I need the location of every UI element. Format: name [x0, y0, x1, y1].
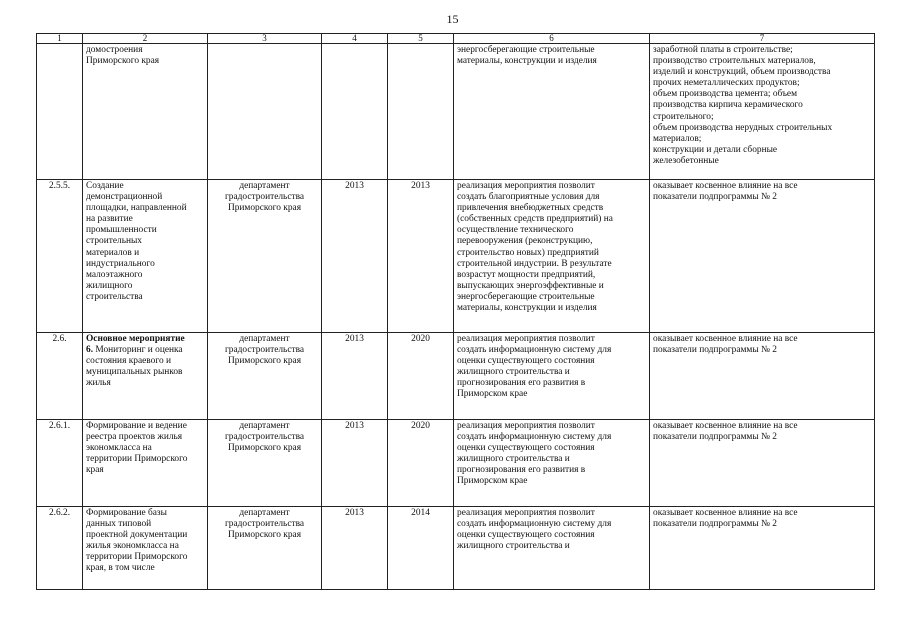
expected-result: реализация мероприятия позволит создать информационную систему для оценки существующего состояния жилищного строительства и прогнозирования его развития в Приморском крае	[454, 420, 650, 507]
start-year: 2013	[322, 180, 388, 333]
activity-name: Мониторинг и оценка состояния краевого и муниципальных рынков жилья	[86, 345, 183, 389]
activity-name: Формирование базы данных типовой проектной документации жилья экономкласса на территории Приморского края, в том числе	[83, 507, 208, 590]
column-number: 5	[388, 34, 454, 44]
table-row	[37, 333, 875, 420]
end-year	[388, 44, 454, 180]
expected-result: энергосберегающие строительные материалы, конструкции и изделия	[454, 44, 650, 180]
activity-name: Создание демонстрационной площадки, направленной на развитие промышленности строительных материалов и индустриального малоэтажного жилищного строительства	[83, 180, 208, 333]
end-year: 2013	[388, 180, 454, 333]
activity-name: домостроения Приморского края	[83, 44, 208, 180]
row-number: 2.5.5.	[37, 180, 83, 333]
end-year: 2020	[388, 333, 454, 420]
column-number: 2	[83, 34, 208, 44]
executor: департамент градостроительства Приморского края	[208, 180, 322, 333]
start-year: 2013	[322, 420, 388, 507]
column-number-header-row	[37, 34, 875, 44]
related-indicators: оказывает косвенное влияние на все показатели подпрограммы № 2	[650, 420, 875, 507]
expected-result: реализация мероприятия позволит создать информационную систему для оценки существующего состояния жилищного строительства и	[454, 507, 650, 590]
table-row	[37, 180, 875, 333]
table-row	[37, 420, 875, 507]
executor	[208, 44, 322, 180]
column-number: 7	[650, 34, 875, 44]
activity-name: Формирование и ведение реестра проектов жилья экономкласса на территории Приморского края	[83, 420, 208, 507]
row-number: 2.6.	[37, 333, 83, 420]
column-number: 6	[454, 34, 650, 44]
related-indicators: заработной платы в строительстве; производство строительных материалов, изделий и конструкций, объем производства прочих неметаллических продуктов; объем производства цемента; объем производства кирпича керамического строительного; объем производства нерудных строительных материалов; конструкции и детали сборные железобетонные	[650, 44, 875, 180]
column-number: 3	[208, 34, 322, 44]
expected-result: реализация мероприятия позволит создать информационную систему для оценки существующего состояния жилищного строительства и прогнозирования его развития в Приморском крае	[454, 333, 650, 420]
end-year: 2014	[388, 507, 454, 590]
page-number: 15	[446, 12, 459, 26]
column-number: 4	[322, 34, 388, 44]
start-year: 2013	[322, 507, 388, 590]
related-indicators: оказывает косвенное влияние на все показатели подпрограммы № 2	[650, 333, 875, 420]
activity-name-cell	[83, 333, 208, 420]
row-number: 2.6.2.	[37, 507, 83, 590]
executor: департамент градостроительства Приморского края	[208, 333, 322, 420]
expected-result: реализация мероприятия позволит создать благоприятные условия для привлечения внебюджетных средств (собственных средств предприятий) на осуществление технического перевооружения (реконструкцию, строительство новых) предприятий строительной индустрии. В результате возрастут мощности предприятий, выпускающих энергоэффективные и энергосберегающие строительные материалы, конструкции и изделия	[454, 180, 650, 333]
start-year: 2013	[322, 333, 388, 420]
executor: департамент градостроительства Приморского края	[208, 420, 322, 507]
column-number: 1	[37, 34, 83, 44]
table-row	[37, 507, 875, 590]
related-indicators: оказывает косвенное влияние на все показатели подпрограммы № 2	[650, 180, 875, 333]
start-year	[322, 44, 388, 180]
row-number	[37, 44, 83, 180]
main-activity-label: Основное мероприятие 6.	[86, 334, 185, 356]
table-row	[37, 44, 875, 180]
executor: департамент градостроительства Приморского края	[208, 507, 322, 590]
end-year: 2020	[388, 420, 454, 507]
related-indicators: оказывает косвенное влияние на все показатели подпрограммы № 2	[650, 507, 875, 590]
row-number: 2.6.1.	[37, 420, 83, 507]
program-activities-table	[36, 33, 875, 590]
